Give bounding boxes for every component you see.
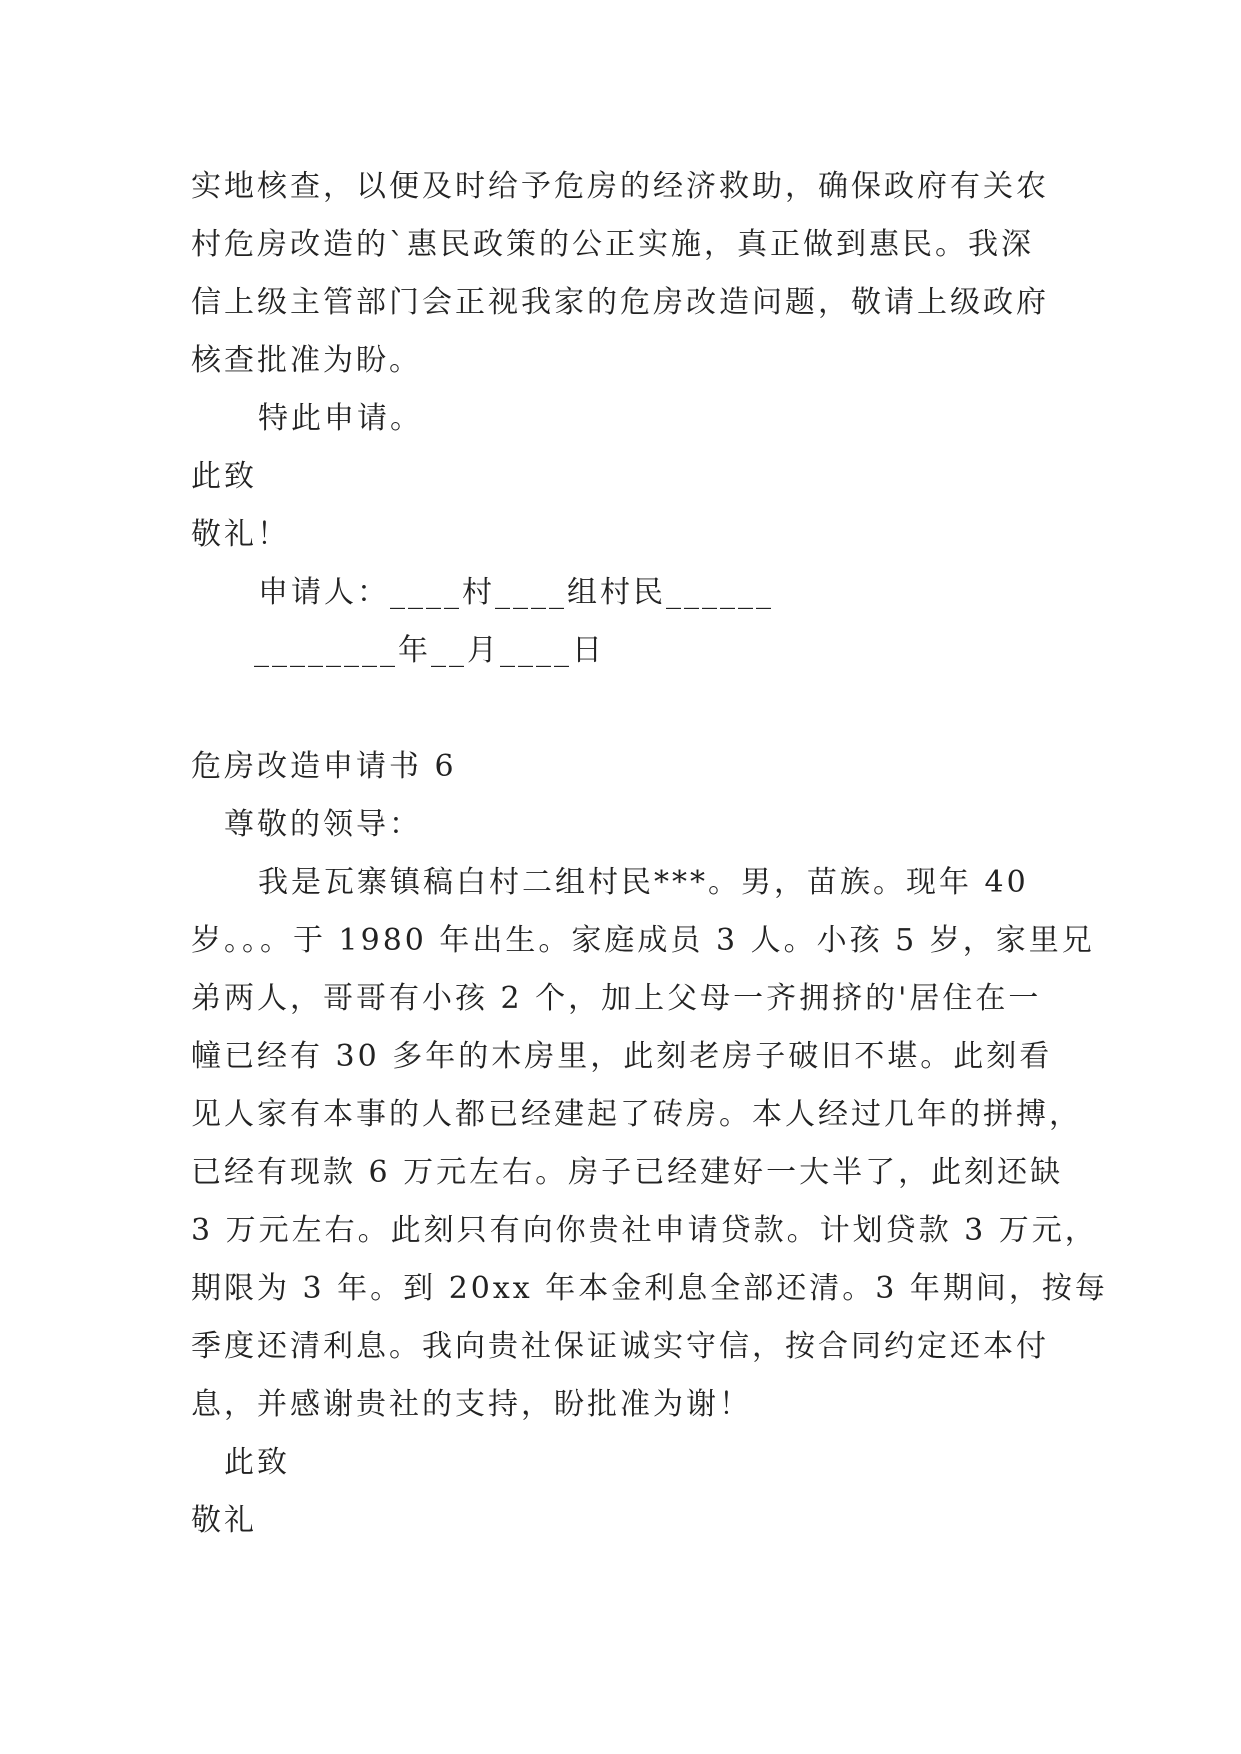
paragraph-line: 我是瓦寨镇稿白村二组村民***。男，苗族。现年 40 [258, 865, 1029, 900]
section-title: 危房改造申请书 6 [191, 749, 457, 784]
paragraph-line: 幢已经有 30 多年的木房里，此刻老房子破旧不堪。此刻看 [191, 1039, 1053, 1074]
paragraph-line: 3 万元左右。此刻只有向你贵社申请贷款。计划贷款 3 万元， [191, 1213, 1098, 1248]
applicant-line: 申请人：____村____组村民______ [258, 575, 774, 610]
salutation-line: 此致 [191, 459, 257, 494]
paragraph-line: 信上级主管部门会正视我家的危房改造问题，敬请上级政府 [191, 285, 1049, 320]
paragraph-line: 期限为 3 年。到 20xx 年本金利息全部还清。3 年期间，按每 [191, 1271, 1108, 1306]
paragraph-line: 季度还清利息。我向贵社保证诚实守信，按合同约定还本付 [191, 1329, 1049, 1364]
paragraph-line: 息，并感谢贵社的支持，盼批准为谢！ [191, 1387, 752, 1422]
salutation-line: 此致 [224, 1445, 290, 1480]
paragraph-line: 岁。。。于 1980 年出生。家庭成员 3 人。小孩 5 岁，家里兄 [191, 923, 1095, 958]
salutation-line: 敬礼！ [191, 517, 290, 552]
paragraph-line: 弟两人，哥哥有小孩 2 个，加上父母一齐拥挤的'居住在一 [191, 981, 1042, 1016]
paragraph-line: 见人家有本事的人都已经建起了砖房。本人经过几年的拼搏， [191, 1097, 1082, 1132]
date-line: ________年__月____日 [254, 633, 605, 668]
paragraph-line: 实地核查，以便及时给予危房的经济救助，确保政府有关农 [191, 169, 1049, 204]
paragraph-line: 已经有现款 6 万元左右。房子已经建好一大半了，此刻还缺 [191, 1155, 1064, 1190]
paragraph-line: 村危房改造的`惠民政策的公正实施，真正做到惠民。我深 [191, 227, 1034, 262]
salutation-line: 敬礼 [191, 1503, 257, 1538]
closing-statement: 特此申请。 [258, 401, 423, 436]
greeting-line: 尊敬的领导： [224, 807, 422, 842]
paragraph-line: 核查批准为盼。 [191, 343, 422, 378]
